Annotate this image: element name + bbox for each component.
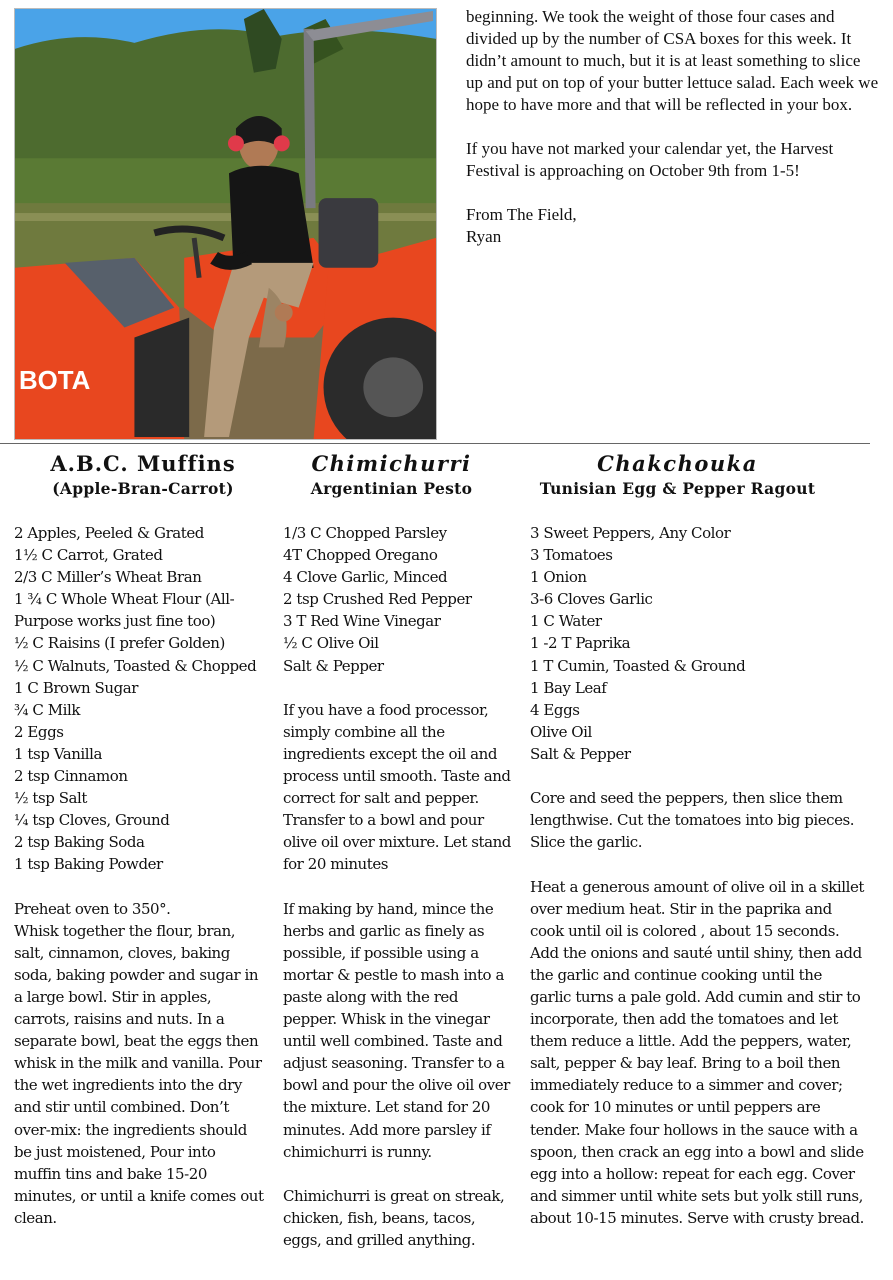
ingredient: 2 tsp Cinnamon [14, 767, 128, 786]
recipe-header [268, 450, 515, 500]
ingredient-list [530, 522, 865, 765]
recipe-step: Core and seed the peppers, then slice them lengthwise. Cut the tomatoes into big pieces. Slice the garlic. [530, 789, 855, 852]
recipe-step: Heat a generous amount of olive oil in a skillet over medium heat. Stir in the paprika and cook until oil is colored , about 15 seconds. Add the onions and sauté until shiny, then add the garlic and continue cooking until the garlic turns a pale gold. Add cumin and stir to incorporate, then add the tomatoes and let them reduce a little. Add the peppers, water, salt, pepper & bay leaf. Bring to a boil then immediately reduce to a simmer and cover; cook for 10 minutes or until peppers are tender. Make four hollows in the sauce with a spoon, then crack an egg into a bowl and slide egg into a hollow: repeat for each egg. Cover and simmer until white sets but yolk still runs, about 10-15 minutes. Serve with crusty bread. [530, 877, 864, 1227]
ingredient: Salt & Pepper [530, 744, 631, 763]
ingredient: 4T Chopped Oregano [283, 546, 438, 565]
recipe-step: Chimichurri is great on streak, chicken, fish, beans, tacos, eggs, and grilled anything. [283, 1186, 505, 1249]
ingredient: Salt & Pepper [283, 656, 384, 675]
section-divider [0, 443, 870, 444]
ingredient: ½ tsp Salt [14, 789, 87, 808]
recipe-step: If making by hand, mince the herbs and garlic as finely as possible, if possible using a mortar & pestle to mash into a paste along with the red pepper. Whisk in the vinegar until well combined. Taste and adjust seasoning. Transfer to a bowl and pour the olive oil over the mixture. Let stand for 20 minutes. Add more parsley if chimichurri is runny. [283, 899, 510, 1161]
intro-letter [466, 6, 881, 248]
recipe-title: A.B.C. Muffins [50, 451, 236, 476]
ingredient: 1 tsp Baking Powder [14, 855, 163, 874]
ingredient: Olive Oil [530, 722, 592, 741]
ingredient: 1 T Cumin, Toasted & Ground [530, 656, 746, 675]
farmer-on-tractor-photo [14, 8, 437, 440]
ingredient-list [283, 522, 515, 677]
ingredient: 1 C Water [530, 612, 602, 631]
recipe-header [20, 450, 266, 500]
recipe-title: Chakchouka [597, 451, 758, 476]
ingredient: 1 Bay Leaf [530, 678, 607, 697]
ingredient: ½ C Raisins (I prefer Golden) [14, 634, 225, 653]
ingredient: 1½ C Carrot, Grated [14, 546, 163, 565]
ingredient: ½ C Olive Oil [283, 634, 379, 653]
ingredient-list [14, 522, 266, 876]
intro-paragraph: beginning. We took the weight of those four cases and divided up by the number of CSA boxes for this week. It didn’t amount to much, but it is at least something to slice up and put on top of your butter lettuce salad. Each week we hope to have more and that will be reflected in your box. [466, 7, 879, 114]
ingredient: 3 T Red Wine Vinegar [283, 612, 441, 631]
recipe-step: Preheat oven to 350°. [14, 899, 171, 918]
signature: Ryan [466, 227, 502, 246]
ingredient: 3-6 Cloves Garlic [530, 590, 653, 609]
ingredient: 2 Apples, Peeled & Grated [14, 524, 204, 542]
ingredient: ¾ C Milk [14, 700, 80, 719]
ingredient: 2 Eggs [14, 722, 64, 741]
ingredient: 4 Eggs [530, 700, 580, 719]
ingredient: 3 Sweet Peppers, Any Color [530, 524, 731, 542]
ingredient: 1 C Brown Sugar [14, 678, 138, 697]
recipe-subtitle: (Apple-Bran-Carrot) [52, 479, 234, 498]
ingredient: 1 Onion [530, 568, 587, 587]
ingredient: 2 tsp Baking Soda [14, 833, 145, 852]
recipe-chakchouka [530, 450, 865, 1229]
ingredient: 1 ¾ C Whole Wheat Flour (All-Purpose works just fine too) [14, 590, 235, 631]
recipe-chimichurri [283, 450, 515, 1251]
recipe-step: Whisk together the flour, bran, salt, cinnamon, cloves, baking soda, baking powder and sugar in a large bowl. Stir in apples, carrots, raisins and nuts. In a separate bowl, beat the eggs then whisk in the milk and vanilla. Pour the wet ingredients into the dry and stir until combined. Don’t over-mix: the ingredients should be just moistened, Pour into muffin tins and bake 15-20 minutes, or until a knife comes out clean. [14, 921, 264, 1227]
tractor-brand-text: BOTA [18, 367, 91, 396]
recipe-abc-muffins [14, 450, 266, 1229]
signoff: From The Field, [466, 205, 577, 224]
recipe-title: Chimichurri [311, 451, 472, 476]
ingredient: 1 -2 T Paprika [530, 634, 631, 653]
recipe-step: If you have a food processor, simply combine all the ingredients except the oil and process until smooth. Taste and correct for salt and pepper. Transfer to a bowl and pour olive oil over mixture. Let stand for 20 minutes [283, 700, 511, 874]
ingredient: ½ C Walnuts, Toasted & Chopped [14, 656, 257, 675]
ingredient: ¼ tsp Cloves, Ground [14, 811, 170, 830]
recipe-subtitle: Argentinian Pesto [310, 479, 473, 498]
ingredient: 2 tsp Crushed Red Pepper [283, 590, 472, 609]
ingredient: 4 Clove Garlic, Minced [283, 568, 448, 587]
ingredient: 1 tsp Vanilla [14, 744, 102, 763]
intro-paragraph: If you have not marked your calendar yet, the Harvest Festival is approaching on October 9th from 1-5! [466, 139, 834, 180]
tractor-photo-illustration [15, 9, 436, 439]
ingredient: 1/3 C Chopped Parsley [283, 524, 447, 542]
ingredient: 3 Tomatoes [530, 546, 613, 565]
ingredient: 2/3 C Miller’s Wheat Bran [14, 568, 202, 587]
recipe-subtitle: Tunisian Egg & Pepper Ragout [539, 479, 816, 498]
recipe-header [490, 450, 865, 500]
